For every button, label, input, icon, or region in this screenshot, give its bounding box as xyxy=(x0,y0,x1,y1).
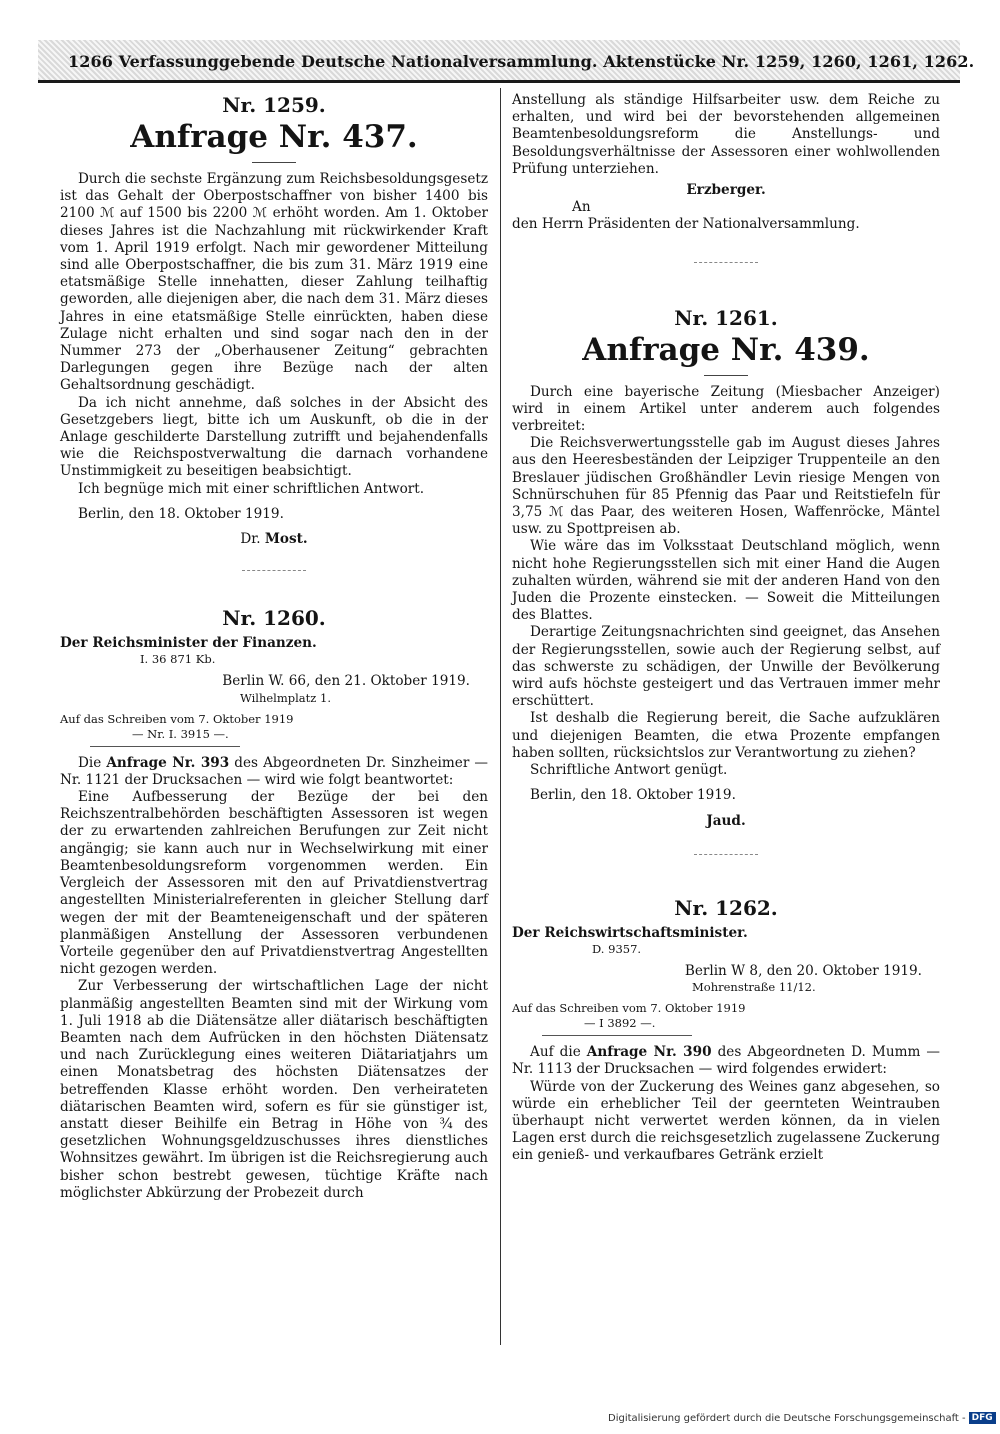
intro-text: des Abgeordneten Dr. Sinzheimer — Nr. 1121 der Drucksachen — wird wie folgt beantwortet: xyxy=(60,754,488,788)
title-rule xyxy=(252,162,296,163)
addressee: den Herrn Präsidenten der Nationalversammlung. xyxy=(512,216,860,233)
body-paragraph: Ist deshalb die Regierung bereit, die Sache aufzuklären und diejenigen Beamten, die etwa Prozente empfangen haben sollten, rücksichtslos zur Verantwortung zu ziehen? xyxy=(512,710,940,761)
body-paragraph: Zur Verbesserung der wirtschaftlichen Lage der nicht planmäßig angestellten Beamten sind mit der Wirkung vom 1. Juli 1918 ab die Diätensätze aller diätarisch beschäftigten Beamten nach dem Aufrücken in den höchsten Diätensatz und nach Zurücklegung eines weiteren Diätariatjahrs um einen Monatsbetrag des höchsten Diätensatzes der betreffenden Klasse erhöht worden. Den verheirateten diätarischen Beamten wird, sofern es für sie günstiger ist, anstatt dieser Beihilfe ein Betrag in Höhe von ¾ des gesetzlichen Wohnungsgeldzuschusses ihres dienstliches Wohnsitzes gewährt. Im übrigen ist die Reichsregierung auch bisher schon bestrebt gewesen, tüchtige Kräfte nach möglichster Abkürzung der Probezeit durch xyxy=(60,978,488,1201)
street-address: Mohrenstraße 11/12. xyxy=(692,980,816,995)
body-paragraph: Durch die sechste Ergänzung zum Reichsbesoldungsgesetz ist das Gehalt der Oberpostschaffner von bisher 1400 bis 2100 ℳ auf 1500 bis 2200 ℳ erhöht worden. Am 1. Oktober dieses Jahres ist die Nachzahlung mit rückwirkender Kraft vom 1. April 1919 erfolgt. Nach mir gewordener Mitteilung sind alle Oberpostschaffner, die bis zum 31. März 1919 eine etatsmäßige Stelle innehatten, dieser Zahlung teilhaftig geworden, alle diejenigen aber, die nach dem 31. März dieses Jahres in eine etatsmäßige Stelle einrückten, haben diese Zulage nicht erhalten und sind sogar nach den in der Nummer 273 der „Oberhausener Zeitung“ gebrachten Darlegungen gegen ihre Bezüge nach der alten Gehaltsordnung geschädigt. xyxy=(60,171,488,394)
intro-text: des Abgeordneten D. Mumm — Nr. 1113 der Drucksachen — wird folgendes erwidert: xyxy=(512,1044,940,1078)
date-line: Berlin, den 18. Oktober 1919. xyxy=(78,505,284,522)
column-divider xyxy=(500,88,501,1345)
document-1261 xyxy=(512,305,940,830)
body-paragraph: Anstellung als ständige Hilfsarbeiter usw. dem Reiche zu erhalten, und wird bei der bevorstehenden allgemeinen Beamtenbesoldungsreform die Anstellungs- und Besoldungsverhältnisse der Assessoren einer wohlwollenden Prüfung unterziehen. xyxy=(512,92,940,177)
body-paragraph: Ich begnüge mich mit einer schriftlichen Antwort. xyxy=(78,480,425,497)
letter-reference: Auf das Schreiben vom 7. Oktober 1919 xyxy=(512,1001,746,1016)
signature: Erzberger. xyxy=(686,182,766,199)
addressee-prefix: An xyxy=(572,199,591,216)
credit-text: Digitalisierung gefördert durch die Deutsche Forschungsgemeinschaft - xyxy=(608,1413,966,1424)
intro-text: Auf die xyxy=(530,1044,587,1061)
digitization-credit xyxy=(608,1412,996,1424)
quoted-paragraph: Wie wäre das im Volksstaat Deutschland möglich, wenn nicht hohe Regierungsstellen sich mit einer Hand die Augen zuhalten würden, während sie mit der anderen Hand von den Juden die Prozente einstecken. — Soweit die Mitteilungen des Blattes. xyxy=(512,538,940,624)
inquiry-title: Anfrage Nr. 439. xyxy=(582,331,870,368)
title-rule xyxy=(704,375,748,376)
place-date: Berlin W. 66, den 21. Oktober 1919. xyxy=(222,673,470,690)
inquiry-reference: Anfrage Nr. 393 xyxy=(106,754,230,771)
right-column xyxy=(512,92,940,1165)
inquiry-reference: Anfrage Nr. 390 xyxy=(586,1044,712,1061)
body-paragraph: Schriftliche Antwort genügt. xyxy=(530,762,728,779)
place-date: Berlin W 8, den 20. Oktober 1919. xyxy=(684,962,922,979)
letter-reference-number: — Nr. I. 3915 —. xyxy=(132,726,229,741)
reference-rule xyxy=(90,746,240,747)
reference-rule xyxy=(542,1035,692,1036)
body-paragraph: Durch eine bayerische Zeitung (Miesbacher Anzeiger) wird in einem Artikel unter anderem auch folgendes verbreitet: xyxy=(512,383,940,435)
dfg-logo: DFG xyxy=(969,1412,996,1424)
intro-paragraph xyxy=(512,1044,940,1078)
street-address: Wilhelmplatz 1. xyxy=(240,690,331,705)
page-header xyxy=(38,40,975,83)
body-paragraph: Da ich nicht annehme, daß solches in der Absicht des Gesetzgebers liegt, bitte ich um Auskunft, ob die in der Anlage geschilderte Darstellung zutrifft und bejahendenfalls wie die Reichspostverwaltung die darnach vorhandene Unstimmigkeit zu beseitigen beabsichtigt. xyxy=(60,394,488,480)
letter-reference: Auf das Schreiben vom 7. Oktober 1919 xyxy=(60,711,294,726)
reference-number: D. 9357. xyxy=(592,941,642,956)
body-paragraph: Derartige Zeitungsnachrichten sind geeignet, das Ansehen der Regierungsstellen, sowie auch der Regierung selbst, auf das schwerste zu schädigen, der Unwille der Bevölkerung wird aufs höchste gesteigert und das Vertrauen immer mehr erschüttert. xyxy=(512,624,940,710)
quoted-paragraph: Die Reichsverwertungsstelle gab im August dieses Jahres aus den Heeresbeständen der Leipziger Truppenteile an den Breslauer jüdischen Großhändler Levin riesige Mengen von Schnürschuhen für 85 Pfennig das Paar und Reitstiefeln für 3,75 ℳ das Paar, des weiteren Hosen, Waffenröcke, Mäntel usw. zu Spottpreisen ab. xyxy=(512,435,940,538)
document-number: Nr. 1259. xyxy=(222,93,326,117)
body-paragraph: Würde von der Zuckerung des Weines ganz abgesehen, so würde ein erheblicher Teil der geernteten Weintrauben überhaupt nicht verwertet werden können, da in vielen Lagen erst durch die reichsgesetzlich zugelassene Zuckerung ein genieß- und verkaufbares Getränk erzielt xyxy=(512,1078,940,1164)
signature xyxy=(60,531,488,548)
signature-title: Dr. xyxy=(240,531,265,548)
inquiry-title: Anfrage Nr. 437. xyxy=(130,119,418,155)
document-number: Nr. 1260. xyxy=(222,606,326,631)
document-number: Nr. 1262. xyxy=(674,895,778,920)
intro-paragraph xyxy=(60,755,488,789)
left-column xyxy=(60,92,488,1202)
date-line: Berlin, den 18. Oktober 1919. xyxy=(530,787,736,804)
signature: Jaud. xyxy=(706,812,746,829)
body-paragraph: Eine Aufbesserung der Bezüge der bei den Reichszentralbehörden beschäftigten Assessoren ist wegen der zu erwartenden zahlreichen Berufungen zur Zeit nicht angängig; sie kann auch nur in Wechselwirkung mit einer Beamtenbesoldungsreform vorgenommen werden. Ein Vergleich der Assessoren mit den auf Privatdienstvertrag angestellten Ministerialreferenten in gleicher Stellung darf wegen der mit der Beamteneigenschaft und der späteren planmäßigen Anstellung der Assessoren verbundenen Vorteile gegenüber den auf Privatdienstvertrag Angestellten nicht gezogen werden. xyxy=(60,789,488,978)
letter-reference-number: — I 3892 —. xyxy=(584,1016,656,1031)
document-1260-continued xyxy=(512,92,940,234)
document-1260 xyxy=(60,605,488,1202)
running-head: 1266 Verfassunggebende Deutsche Nationalversammlung. Aktenstücke Nr. 1259, 1260, 1261, 1262. xyxy=(68,52,975,71)
signature-name: Most. xyxy=(264,531,308,548)
authority-line: Der Reichsminister der Finanzen. xyxy=(60,635,317,652)
document-1259 xyxy=(60,92,488,548)
document-number: Nr. 1261. xyxy=(674,305,778,330)
intro-text: Die xyxy=(78,754,107,771)
document-1262 xyxy=(512,895,940,1165)
authority-line: Der Reichswirtschaftsminister. xyxy=(512,924,748,941)
reference-number: I. 36 871 Kb. xyxy=(140,652,216,667)
